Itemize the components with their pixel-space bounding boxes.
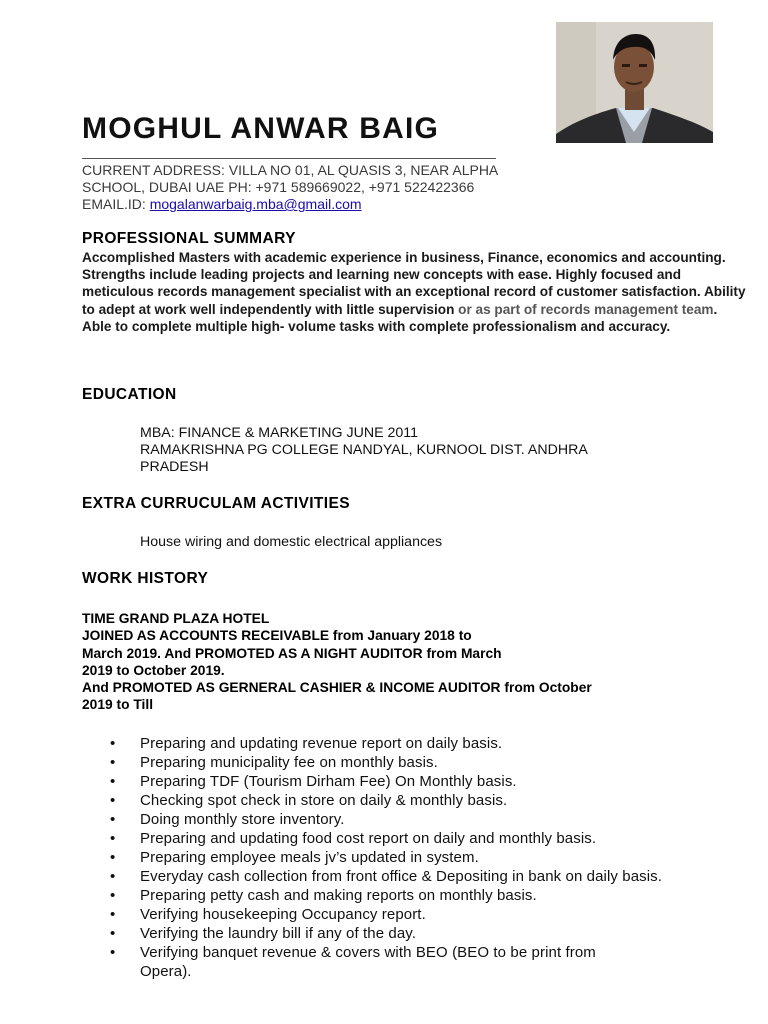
portrait-image <box>556 22 713 143</box>
bullet-icon: • <box>110 773 116 790</box>
education-college: RAMAKRISHNA PG COLLEGE NANDYAL, KURNOOL DIST. ANDHRA <box>140 442 588 458</box>
list-item <box>110 810 760 829</box>
work-details <box>82 610 762 714</box>
address-line-2: SCHOOL, DUBAI UAE PH: +971 589669022, +971 522422366 <box>82 179 475 195</box>
extra-heading: EXTRA CURRUCULAM ACTIVITIES <box>82 495 350 512</box>
list-item <box>110 924 760 943</box>
summary-text <box>82 249 747 335</box>
education-degree: MBA: FINANCE & MARKETING JUNE 2011 <box>140 425 419 441</box>
duties-list <box>110 734 760 981</box>
summary-text-part2: or as part of records management team <box>454 301 714 317</box>
list-item-text: Verifying housekeeping Occupancy report. <box>140 906 426 923</box>
list-item <box>110 772 760 791</box>
bullet-icon: • <box>110 925 116 942</box>
work-line: And PROMOTED AS GERNERAL CASHIER & INCOME AUDITOR from October <box>82 680 592 696</box>
summary-heading: PROFESSIONAL SUMMARY <box>82 230 296 247</box>
work-line: JOINED AS ACCOUNTS RECEIVABLE from January 2018 to <box>82 628 472 644</box>
list-item <box>110 791 760 810</box>
list-item-text: Preparing municipality fee on monthly basis. <box>140 754 438 771</box>
list-item <box>110 867 700 886</box>
work-heading: WORK HISTORY <box>82 570 209 587</box>
work-line: 2019 to Till <box>82 697 154 713</box>
list-item-text: Preparing and updating food cost report on daily and monthly basis. <box>140 830 597 847</box>
list-item-text: Verifying banquet revenue & covers with BEO (BEO to be print from Opera). <box>140 944 596 980</box>
candidate-name: MOGHUL ANWAR BAIG <box>82 112 440 145</box>
bullet-icon: • <box>110 811 116 828</box>
work-line: TIME GRAND PLAZA HOTEL <box>82 611 270 626</box>
extra-activity: House wiring and domestic electrical appliances <box>140 534 443 550</box>
list-item <box>110 734 760 753</box>
list-item-text: Preparing petty cash and making reports on monthly basis. <box>140 887 537 904</box>
list-item <box>110 753 760 772</box>
list-item <box>110 943 640 981</box>
work-line: 2019 to October 2019. <box>82 662 225 678</box>
bullet-icon: • <box>110 830 116 847</box>
summary-text-part1: Accomplished Masters with academic experience in business, Finance, economics and accounting. Strengths include leading projects and learning new concepts with ease. Highly focused and meticulous records management specialist with an exceptional record of customer satisfaction. Ability to adept at work well independently with little supervision <box>82 250 746 317</box>
list-item <box>110 848 760 867</box>
contact-block <box>82 162 602 213</box>
email-link[interactable]: mogalanwarbaig.mba@gmail.com <box>149 196 362 212</box>
header-divider <box>82 158 496 159</box>
email-label: EMAIL.ID: <box>82 196 150 212</box>
list-item-text: Preparing employee meals jv’s updated in system. <box>140 849 479 866</box>
bullet-icon: • <box>110 754 116 771</box>
list-item-text: Preparing TDF (Tourism Dirham Fee) On Monthly basis. <box>140 773 517 790</box>
bullet-icon: • <box>110 849 116 866</box>
education-heading: EDUCATION <box>82 386 177 403</box>
profile-photo <box>556 22 713 143</box>
bullet-icon: • <box>110 906 116 923</box>
list-item <box>110 905 760 924</box>
list-item-text: Preparing and updating revenue report on daily basis. <box>140 735 503 752</box>
education-state: PRADESH <box>140 459 209 475</box>
list-item-text: Checking spot check in store on daily & monthly basis. <box>140 792 508 809</box>
bullet-icon: • <box>110 735 116 752</box>
list-item <box>110 829 760 848</box>
list-item <box>110 886 760 905</box>
list-item-text: Doing monthly store inventory. <box>140 811 345 828</box>
email-line <box>82 196 602 213</box>
list-item-text: Verifying the laundry bill if any of the day. <box>140 925 417 942</box>
bullet-icon: • <box>110 792 116 809</box>
list-item-text: Everyday cash collection from front office & Depositing in bank on daily basis. <box>140 868 663 885</box>
bullet-icon: • <box>110 868 116 885</box>
bullet-icon: • <box>110 944 116 961</box>
address-line-1: CURRENT ADDRESS: VILLA NO 01, AL QUASIS 3, NEAR ALPHA <box>82 162 499 178</box>
summary-text-part3: . Able to complete multiple high- volume tasks with complete professionalism and accuracy. <box>82 301 718 334</box>
work-line: March 2019. And PROMOTED AS A NIGHT AUDITOR from March <box>82 645 502 661</box>
bullet-icon: • <box>110 887 116 904</box>
